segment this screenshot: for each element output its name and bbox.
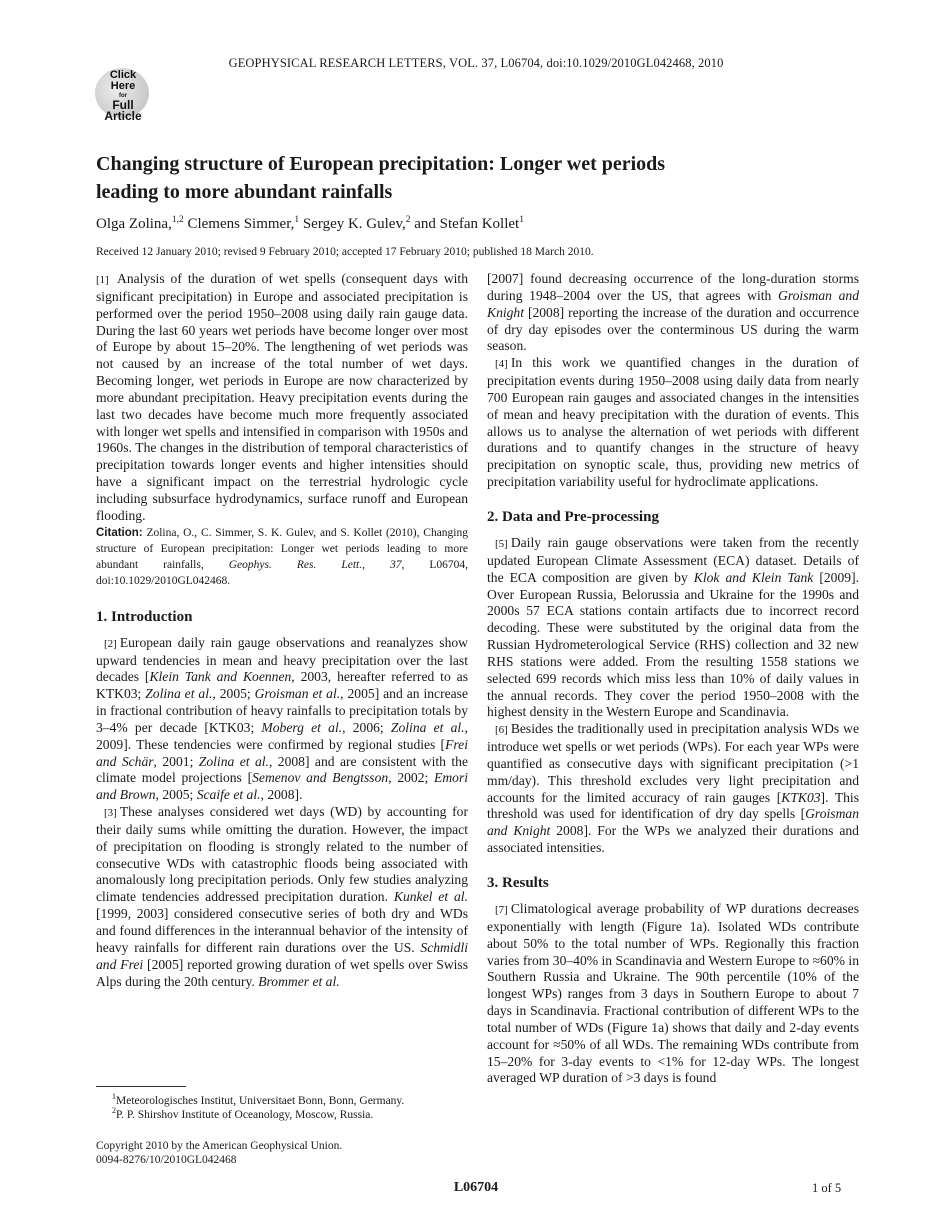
title-line: Changing structure of European precipitation: Longer wet periods [96, 153, 666, 175]
reference: Groisman and Knight [487, 806, 859, 839]
reference: Klein Tank and Koennen [149, 669, 292, 685]
text: [1999, 2003] considered consecutive series of both dry and WDs and found differences in the interannual behavior of the intensity of heavy rainfalls for different rain durations over the US. [96, 906, 468, 955]
badge-line: for [119, 93, 127, 99]
text: , 2005; [212, 686, 255, 702]
citation-block: Citation: Zolina, O., C. Simmer, S. K. Gulev, and S. Kollet (2010), Changing structure of European precipitation: Longer wet periods leading to more abundant rainfalls, Geophys. Res. Lett., 37, L06704, doi:10.1029/2010GL042468. [96, 526, 469, 587]
reference: Groisman and Knight [487, 287, 859, 320]
text: [2007] found decreasing occurrence of the long-duration storms during 1948–2004 over the US, that agrees with [487, 271, 859, 303]
citation-journal: Geophys. Res. Lett. [228, 558, 363, 571]
author-name: and Stefan Kollet [414, 216, 520, 232]
text: , 2003, hereafter referred to as KTK03; [96, 669, 468, 702]
paragraph [96, 635, 468, 804]
text: [2008] reporting the increase of the duration and occurrence of dry day episodes over the conterminous US during the warm season. [487, 304, 859, 354]
text: , 2005] and an increase in fractional contribution of heavy rainfalls to precipitation totals by 3–4% per decade [KTK03; [96, 686, 468, 735]
author-list [96, 215, 524, 233]
footnote [112, 1106, 373, 1121]
text: , 2009]. These tendencies were confirmed by regional studies [ [96, 719, 468, 752]
reference: Zolina et al. [390, 719, 465, 735]
paragraph-number: [5] [495, 537, 508, 550]
abstract [96, 271, 468, 525]
author-name: Clemens Simmer, [187, 216, 295, 232]
reference: Scaife et al. [196, 787, 261, 803]
footnote-marker: 2 [112, 1106, 116, 1115]
right-column [487, 271, 859, 1087]
text: , 2005; [155, 787, 197, 803]
text: , 2008]. [260, 787, 303, 803]
reference: Kunkel et al. [393, 889, 468, 905]
paragraph [487, 721, 859, 857]
title-line: leading to more abundant rainfalls [96, 181, 393, 203]
footnote-marker: 1 [112, 1092, 116, 1101]
page-number: 1 of 5 [812, 1181, 842, 1195]
citation-text: Zolina, O., C. Simmer, S. K. Gulev, and S. Kollet (2010), Changing structure of European precipitation: Longer wet periods leading to more abundant rainfalls, [96, 526, 468, 571]
text: Daily rain gauge observations were taken from the recently updated European Climate Assessment (ECA) dataset. Details of the ECA composition are given by [487, 534, 859, 585]
publication-dates: Received 12 January 2010; revised 9 February 2010; accepted 17 February 2010; published 18 March 2010. [96, 246, 594, 258]
footnote [112, 1092, 404, 1107]
copyright-line: Copyright 2010 by the American Geophysical Union. [96, 1140, 343, 1152]
reference: Moberg et al. [261, 719, 343, 735]
text: [2005] reported growing duration of wet spells over Swiss Alps during the 20th century. [96, 956, 468, 989]
paragraph [487, 355, 859, 491]
badge-line: Here [110, 80, 136, 92]
paragraph-number: [6] [495, 724, 508, 737]
citation-label: Citation: [96, 526, 143, 539]
text: , 2006; [342, 719, 391, 735]
paragraph [487, 535, 859, 721]
section-heading: 1. Introduction [96, 608, 193, 625]
text: Climatological average probability of WP durations decreases exponentially with length (Figure 1a). Isolated WDs contribute about 50% to the total number of WPs. Regionally this fraction varies from 30–40% in Scandinavia and Western Europe to ≈60% in Southern Russia and Ukraine. The 90th percentile (10% of the longest WPs) ranges from 3 days in Southern Europe to about 7 days in Scandinavia. Fractional contribution of different WPs to the total number of WDs (Figure 1a) shows that daily and 2-day events account for ≈50% of all WDs. The remaining WDs contribute from 15–20% for 3-day events to <1% for 12-day WPs. The longest averaged WP duration of >3 days is found [487, 901, 859, 1086]
text: ]. This threshold was used for identification of dry day spells [ [487, 789, 859, 822]
author-affiliation: 1 [294, 215, 300, 225]
text: , 2001; [153, 753, 199, 769]
citation-volume: 37 [390, 558, 402, 571]
paper-title [96, 150, 796, 206]
text: , 2008] and are consistent with the climate model projections [ [96, 753, 468, 786]
paragraph [96, 804, 468, 990]
reference: Groisman et al. [254, 686, 341, 702]
section-heading: 2. Data and Pre-processing [487, 508, 659, 525]
badge-line: Article [104, 109, 142, 123]
text: , 2002; [388, 770, 435, 786]
text: [2009]. Over European Russia, Belorussia and Ukraine for the 1990s and 2000s 57 ECA stations contain artifacts due to incorrect record decoding. These were substituted by the original data from the Russian Hydrometerological Service (RHS) collection and 32 new RHS stations were added. From the resulting 1558 stations we selected 699 records which miss less than 10% of daily values in the annual records. They cover the period 1950–2008 with the highest density in the Western Europe and Scandinavia. [487, 569, 859, 720]
footnote-text: P. P. Shirshov Institute of Oceanology, Moscow, Russia. [116, 1108, 374, 1121]
reference: Klok and Klein Tank [693, 569, 814, 585]
author-affiliation: 1,2 [171, 215, 184, 225]
text: These analyses considered wet days (WD) by accounting for their daily sums while omitting the duration. However, the impact of precipitation on flooding is strongly related to the number of consecutive WDs with catastrophic floods being associated with anomalously long precipitation periods. Only few studies analyzing climate tendencies addressed precipitation duration. [96, 804, 468, 905]
paragraph-number: [3] [104, 807, 117, 820]
author-name: Sergey K. Gulev, [302, 216, 406, 232]
reference: Schmidli and Frei [96, 939, 468, 972]
reference: Zolina et al. [198, 753, 269, 769]
badge-line: Full [112, 98, 134, 112]
text: European daily rain gauge observations and reanalyzes show upward tendencies in mean and heavy precipitation over the last decades [ [96, 634, 468, 685]
journal-header: GEOPHYSICAL RESEARCH LETTERS, VOL. 37, L06704, doi:10.1029/2010GL042468, 2010 [228, 56, 724, 70]
paragraph [487, 901, 859, 1087]
reference: Frei and Schär [96, 736, 468, 769]
section-heading: 3. Results [487, 875, 549, 891]
article-id: L06704 [453, 1180, 499, 1195]
paragraph-continued [487, 271, 859, 355]
footnote-divider [96, 1086, 186, 1087]
author-affiliation: 2 [405, 215, 411, 225]
footnote-text: Meteorologisches Institut, Universitaet Bonn, Bonn, Germany. [116, 1094, 405, 1107]
paragraph-number: [1] [96, 274, 109, 286]
text: Besides the traditionally used in precipitation analysis WDs we introduce wet spells or wet periods (WPs). For each year WPs were quantified as consecutive days with significant precipitation (>1 mm/day). This threshold excludes very light precipitation and accounts for the limited accuracy of rain gauges [ [487, 721, 859, 805]
issn-line: 0094-8276/10/2010GL042468 [96, 1153, 237, 1166]
reference: Emori and Brown [96, 770, 469, 803]
citation-text: , L06704, doi:10.1029/2010GL042468. [96, 558, 469, 587]
reference: KTK03 [781, 789, 821, 805]
text: 2008]. For the WPs we analyzed their durations and associated intensities. [487, 823, 859, 856]
paragraph-number: [4] [495, 358, 508, 371]
author-name: Olga Zolina, [96, 216, 172, 232]
copyright-notice [96, 1140, 342, 1167]
text: In this work we quantified changes in the duration of precipitation events during 1950–2008 using daily data from nearly 700 European rain gauges and associated changes in the intensities of mean and heavy precipitation with the duration of events. This allows us to analyse the alternation of wet periods with different durations and to quantify changes in the structure of heavy precipitation on synoptic scale, thus, providing new metrics of precipitation variability useful for hydroclimate applications. [487, 355, 859, 490]
author-affiliation: 1 [519, 215, 524, 225]
full-article-link[interactable] [93, 66, 153, 122]
abstract-text: Analysis of the duration of wet spells (consequent days with significant precipitation) in Europe and associated precipitation is performed over the period 1950–2008 using daily rain gauge data. During the last 60 years wet periods have become longer over most of Europe by about 15–20%. The lengthening of wet periods was not caused by an increase of the total number of wet days. Becoming longer, wet periods in Europe are now characterized by more abundant precipitation. Heavy precipitation events during the last two decades have become much more frequently associated with longer wet spells and intensified in comparison with 1950s and 1960s. The changes in the distribution of temporal characteristics of precipitation towards longer events and higher intensities should have a significant impact on the terrestrial hydrologic cycle including subsurface hydrodynamics, surface runoff and European flooding. [96, 271, 469, 523]
reference: Semenov and Bengtsson [252, 770, 389, 786]
left-column [96, 271, 468, 990]
paragraph-number: [7] [495, 904, 508, 916]
reference: Zolina et al. [145, 686, 213, 702]
badge-line: Click [109, 69, 137, 81]
paragraph-number: [2] [104, 637, 117, 650]
reference: Brommer et al. [258, 973, 340, 989]
